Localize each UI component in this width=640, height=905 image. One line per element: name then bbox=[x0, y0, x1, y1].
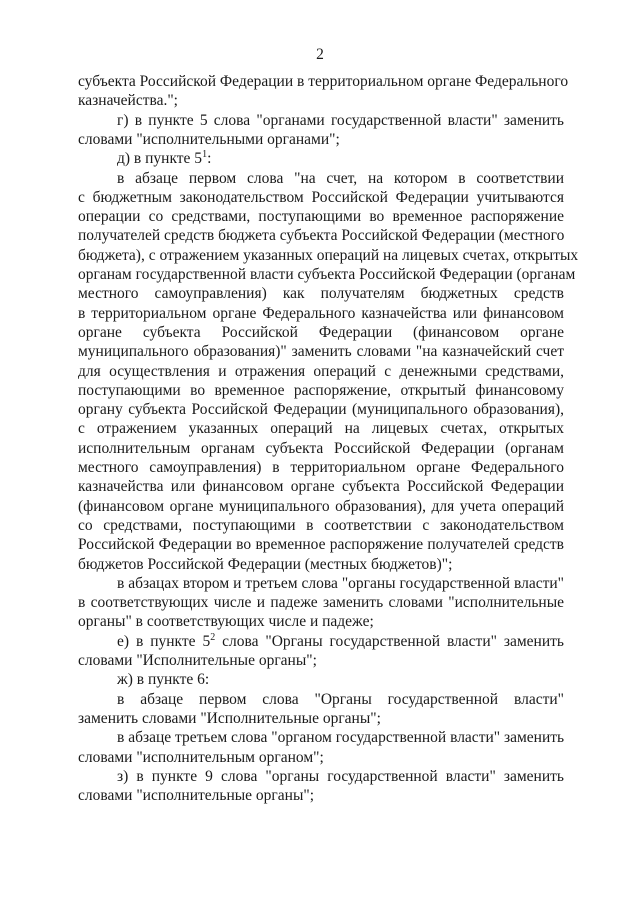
text-line bbox=[78, 208, 564, 226]
text-line-content: исполнительным органам субъекта Российской Федерации (органам bbox=[78, 439, 564, 457]
text-line bbox=[78, 440, 564, 458]
text-line bbox=[78, 246, 579, 265]
text-line-content: казначейства."; bbox=[78, 92, 178, 110]
text-line bbox=[78, 478, 564, 496]
text-line-content: со средствами, поступающими в соответствии с законодательством bbox=[78, 516, 564, 534]
text-line bbox=[78, 266, 576, 284]
text-line bbox=[78, 401, 564, 419]
text-line-tail: : bbox=[207, 150, 212, 168]
text-line bbox=[78, 517, 564, 535]
text-line bbox=[78, 382, 564, 400]
text-line bbox=[78, 498, 564, 516]
text-line-content: местного самоуправления) в территориальном органе Федерального bbox=[78, 459, 564, 476]
text-line-content: бюджета), с отражением указанных операций на лицевых счетах, открытых bbox=[78, 246, 579, 264]
text-line-content: органе субъекта Российской Федерации (финансовом органе bbox=[78, 323, 564, 341]
text-line-content: е) в пункте 5 bbox=[117, 632, 211, 650]
text-line-tail: слова "Органы государственной власти" заменить bbox=[215, 632, 564, 650]
text-line bbox=[117, 691, 564, 709]
text-line bbox=[78, 363, 564, 381]
text-line bbox=[117, 768, 564, 786]
text-line-content: для осуществления и отражения операций с денежными средствами, bbox=[78, 362, 564, 380]
text-line-content: поступающими во временное распоряжение, открытый финансовому bbox=[78, 381, 564, 399]
text-line-content: г) в пункте 5 слова "органами государственной власти" заменить bbox=[117, 111, 564, 129]
text-line bbox=[78, 305, 564, 323]
text-line-content: органы" в соответствующих числе и падеже; bbox=[78, 613, 374, 631]
text-line bbox=[78, 749, 564, 767]
text-line bbox=[78, 594, 564, 612]
text-line bbox=[78, 131, 564, 149]
page-number: 2 bbox=[316, 46, 324, 63]
text-line bbox=[78, 285, 564, 303]
text-line-content: в абзаце первом слова "на счет, на котором в соответствии bbox=[117, 169, 564, 187]
text-line-content: в абзаце первом слова "Органы государственной власти" bbox=[117, 690, 564, 708]
text-line bbox=[117, 575, 564, 593]
text-line-content: с бюджетным законодательством Российской Федерации учитываются bbox=[78, 188, 564, 206]
text-line bbox=[117, 150, 564, 168]
text-line bbox=[78, 787, 564, 805]
text-line bbox=[78, 710, 564, 728]
text-line-content: Российской Федерации во временное распоряжение получателей средств bbox=[78, 536, 564, 554]
text-line bbox=[78, 227, 564, 245]
text-line-content: с отражением указанных операций на лицевых счетах, открытых bbox=[78, 420, 564, 438]
text-line-content: в абзацах втором и третьем слова "органы государственной власти" bbox=[117, 574, 564, 592]
text-line bbox=[78, 92, 564, 110]
superscript: 2 bbox=[210, 631, 216, 643]
text-line-content: местного самоуправления) как получателям бюджетных средств bbox=[78, 285, 564, 303]
text-line-content: в абзаце третьем слова "органом государственной власти" заменить bbox=[117, 729, 565, 747]
text-line bbox=[78, 73, 569, 91]
text-line-content: (финансовом органе муниципального образования), для учета операций bbox=[78, 497, 564, 515]
text-line-content: заменить словами "Исполнительные органы"; bbox=[78, 709, 381, 727]
text-line bbox=[117, 729, 564, 747]
text-line bbox=[117, 112, 564, 130]
text-line bbox=[78, 536, 564, 554]
text-line bbox=[78, 613, 564, 631]
text-line-content: словами "исполнительными органами"; bbox=[78, 130, 340, 148]
text-line bbox=[117, 671, 564, 689]
text-line-content: субъекта Российской Федерации в территориальном органе Федерального bbox=[78, 73, 569, 90]
text-line-content: з) в пункте 9 слова "органы государственной власти" заменить bbox=[117, 767, 564, 785]
text-line-content: органам государственной власти субъекта Российской Федерации (органам bbox=[78, 266, 576, 283]
text-line bbox=[78, 652, 564, 670]
text-line-content: получателей средств бюджета субъекта Российской Федерации (местного bbox=[78, 227, 565, 245]
superscript: 1 bbox=[202, 149, 208, 161]
text-line-content: органу субъекта Российской Федерации (муниципального образования), bbox=[78, 401, 564, 419]
text-line-content: словами "исполнительным органом"; bbox=[78, 748, 324, 766]
text-line-content: д) в пункте 5 bbox=[117, 150, 203, 168]
text-line bbox=[78, 420, 564, 438]
text-line bbox=[117, 170, 564, 188]
text-line-content: в территориальном органе Федерального казначейства или финансовом bbox=[78, 304, 564, 322]
text-line bbox=[78, 324, 564, 342]
text-line-content: муниципального образования)" заменить словами "на казначейский счет bbox=[78, 343, 564, 361]
text-line-content: ж) в пункте 6: bbox=[117, 671, 210, 689]
text-line-content: в соответствующих числе и падеже заменить словами "исполнительные bbox=[78, 594, 564, 612]
text-line-content: операции со средствами, поступающими во временное распоряжение bbox=[78, 208, 564, 226]
text-line-content: бюджетов Российской Федерации (местных бюджетов)"; bbox=[78, 555, 453, 573]
text-line bbox=[78, 459, 564, 477]
text-line bbox=[78, 189, 564, 207]
text-line-content: словами "Исполнительные органы"; bbox=[78, 652, 317, 669]
text-line bbox=[78, 556, 564, 574]
text-line-content: словами "исполнительные органы"; bbox=[78, 787, 315, 805]
text-line bbox=[78, 343, 564, 361]
text-line-content: казначейства или финансовом органе субъекта Российской Федерации bbox=[78, 478, 564, 496]
text-line bbox=[117, 633, 564, 651]
